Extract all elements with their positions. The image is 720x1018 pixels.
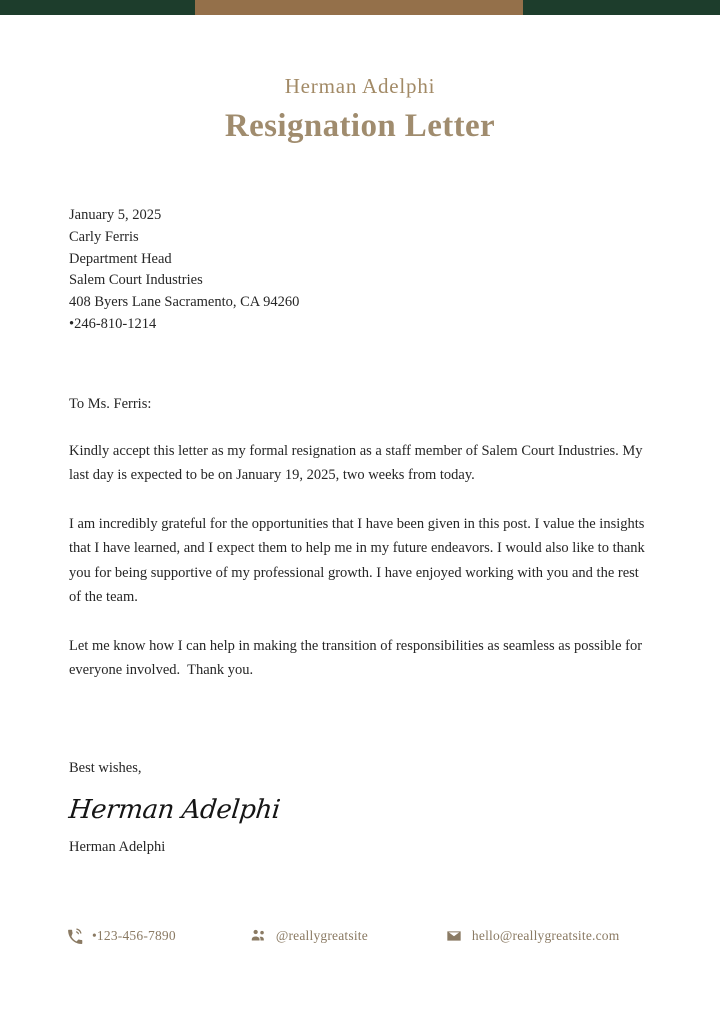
top-bar-green-left-segment — [0, 0, 195, 15]
body-paragraph-3: Let me know how I can help in making the transition of responsibilities as seamless as possible for everyone involved. Thank you. — [69, 637, 646, 679]
sender-name: Herman Adelphi — [284, 74, 436, 98]
footer-email-item[interactable] — [446, 927, 620, 944]
footer-social-text: @reallygreatsite — [275, 927, 368, 943]
recipient-company: Salem Court Industries — [69, 272, 203, 289]
top-decorative-bar — [0, 0, 720, 15]
recipient-phone: •246-810-1214 — [69, 315, 157, 332]
recipient-job-title: Department Head — [69, 250, 172, 267]
footer-phone-text: •123-456-7890 — [92, 927, 176, 943]
letter-footer — [0, 927, 720, 944]
letter-header — [0, 74, 720, 147]
top-bar-green-right-segment — [523, 0, 720, 15]
letter-date: January 5, 2025 — [69, 207, 162, 223]
letter-body — [69, 205, 647, 697]
top-bar-tan-segment — [195, 0, 523, 15]
recipient-address-block — [69, 205, 647, 336]
body-paragraph-1: Kindly accept this letter as my formal resignation as a staff member of Salem Court Industries. My last day is expected to be on January 19, 2025, two weeks from today. — [69, 442, 647, 484]
salutation: To Ms. Ferris: — [69, 395, 152, 412]
signer-printed-name: Herman Adelphi — [69, 839, 166, 855]
envelope-icon — [446, 927, 463, 944]
footer-social-item[interactable] — [250, 927, 368, 944]
recipient-street-address: 408 Byers Lane Sacramento, CA 94260 — [69, 294, 300, 311]
recipient-name: Carly Ferris — [69, 228, 139, 245]
people-group-icon — [250, 927, 267, 944]
page-title: Resignation Letter — [224, 108, 496, 145]
signoff-block — [69, 758, 469, 857]
body-paragraph-2: I am incredibly grateful for the opportunities that I have been given in this post. I value the insights that I have learned, and I expect them to help me in my future endeavors. I would also like to thank you for being supportive of my professional growth. I have enjoyed working with you and the rest of the team. — [69, 515, 649, 606]
phone-icon — [66, 927, 83, 944]
closing-line: Best wishes, — [69, 760, 142, 776]
footer-email-text: hello@reallygreatsite.com — [471, 927, 620, 943]
footer-phone-item[interactable] — [66, 927, 176, 944]
signature: Herman Adelphi — [67, 795, 282, 825]
